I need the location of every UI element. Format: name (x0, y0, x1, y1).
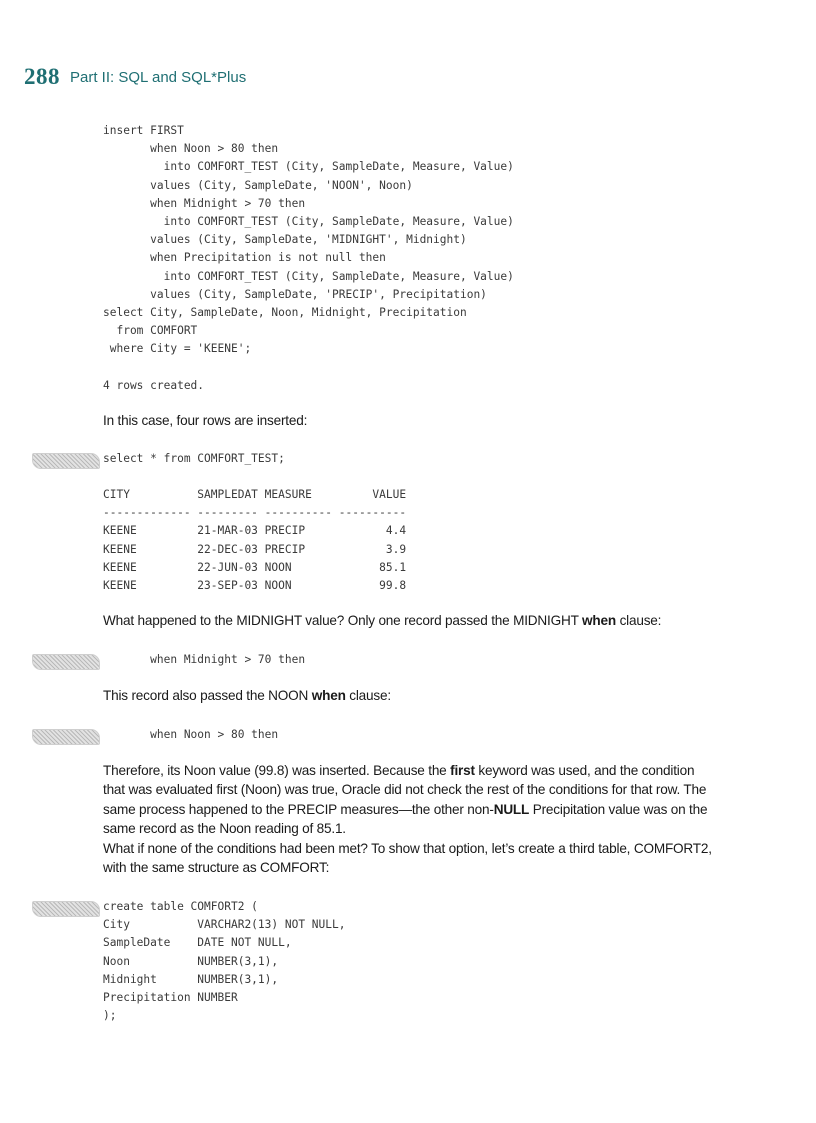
keyword-first: first (450, 763, 475, 778)
paragraph-four-rows-text: In this case, four rows are inserted: (103, 413, 308, 428)
paragraph-noon-text: This record also passed the NOON (103, 688, 312, 703)
paragraph-therefore-mid: keyword was used, and the condition that was evaluated first (Noon) was true, Oracle did not check the rest of the conditions for that row. The same process happened to the PRECIP measures—the other non- (103, 763, 707, 817)
code-marker-icon (32, 654, 100, 670)
paragraph-what-if (103, 839, 715, 878)
code-marker-icon (32, 453, 100, 469)
query-result-table: CITY SAMPLEDAT MEASURE VALUE ------------- --------- ---------- ---------- KEENE 21-MAR-03 PRECIP 4.4 KEENE 22-DEC-03 PRECIP 3.9 KEENE 22-JUN-03 NOON 85.1 KEENE 23-SEP-03 NOON 99.8 (103, 488, 407, 593)
keyword-when: when (582, 613, 616, 628)
when-midnight-code: when Midnight > 70 then (103, 653, 306, 666)
paragraph-four-rows (103, 411, 715, 430)
insert-first-code-block: insert FIRST when Noon > 80 then into COMFORT_TEST (City, SampleDate, Measure, Value) values (City, SampleDate, 'NOON', Noon) when Midnight > 70 then into COMFORT_TEST (City, SampleDate, Measure, Value) values (City, SampleDate, 'MIDNIGHT', Midnight) when Precipitation is not null then into COMFORT_TEST (City, SampleDate, Measure, Value) values (City, SampleDate, 'PRECIP', Precipitation) select City, SampleDate, Noon, Midnight, Precipitation from COMFORT where City = 'KEENE'; 4 rows created. (103, 124, 514, 392)
paragraph-midnight-tail: clause: (616, 613, 662, 628)
code-marker-icon (32, 901, 100, 917)
code-marker-icon (32, 729, 100, 745)
when-noon-code: when Noon > 80 then (103, 728, 279, 741)
keyword-when: when (311, 688, 346, 703)
select-comfort-test-code: select * from COMFORT_TEST; (103, 452, 285, 465)
create-comfort2-code: create table COMFORT2 ( City VARCHAR2(13) NOT NULL, SampleDate DATE NOT NULL, Noon NUMBER(3,1), Midnight NUMBER(3,1), Precipitation NUMBER ); (103, 900, 346, 1023)
page-number: 288 (24, 64, 60, 89)
part-title: Part II: SQL and SQL*Plus (70, 69, 247, 86)
paragraph-midnight (103, 611, 715, 630)
paragraph-therefore (103, 761, 715, 839)
paragraph-noon (103, 686, 715, 705)
page-header (24, 64, 246, 90)
paragraph-midnight-text: What happened to the MIDNIGHT value? Only one record passed the MIDNIGHT (103, 613, 583, 628)
paragraph-noon-tail: clause: (345, 688, 391, 703)
paragraph-therefore-text: Therefore, its Noon value (99.8) was inserted. Because the (103, 763, 451, 778)
keyword-null: NULL (493, 801, 530, 817)
paragraph-what-if-text: What if none of the conditions had been met? To show that option, let’s create a third table, COMFORT2, with the same structure as COMFORT: (103, 841, 712, 876)
paragraph-therefore-tail: Precipitation value was on the same record as the Noon reading of 85.1. (103, 801, 708, 837)
